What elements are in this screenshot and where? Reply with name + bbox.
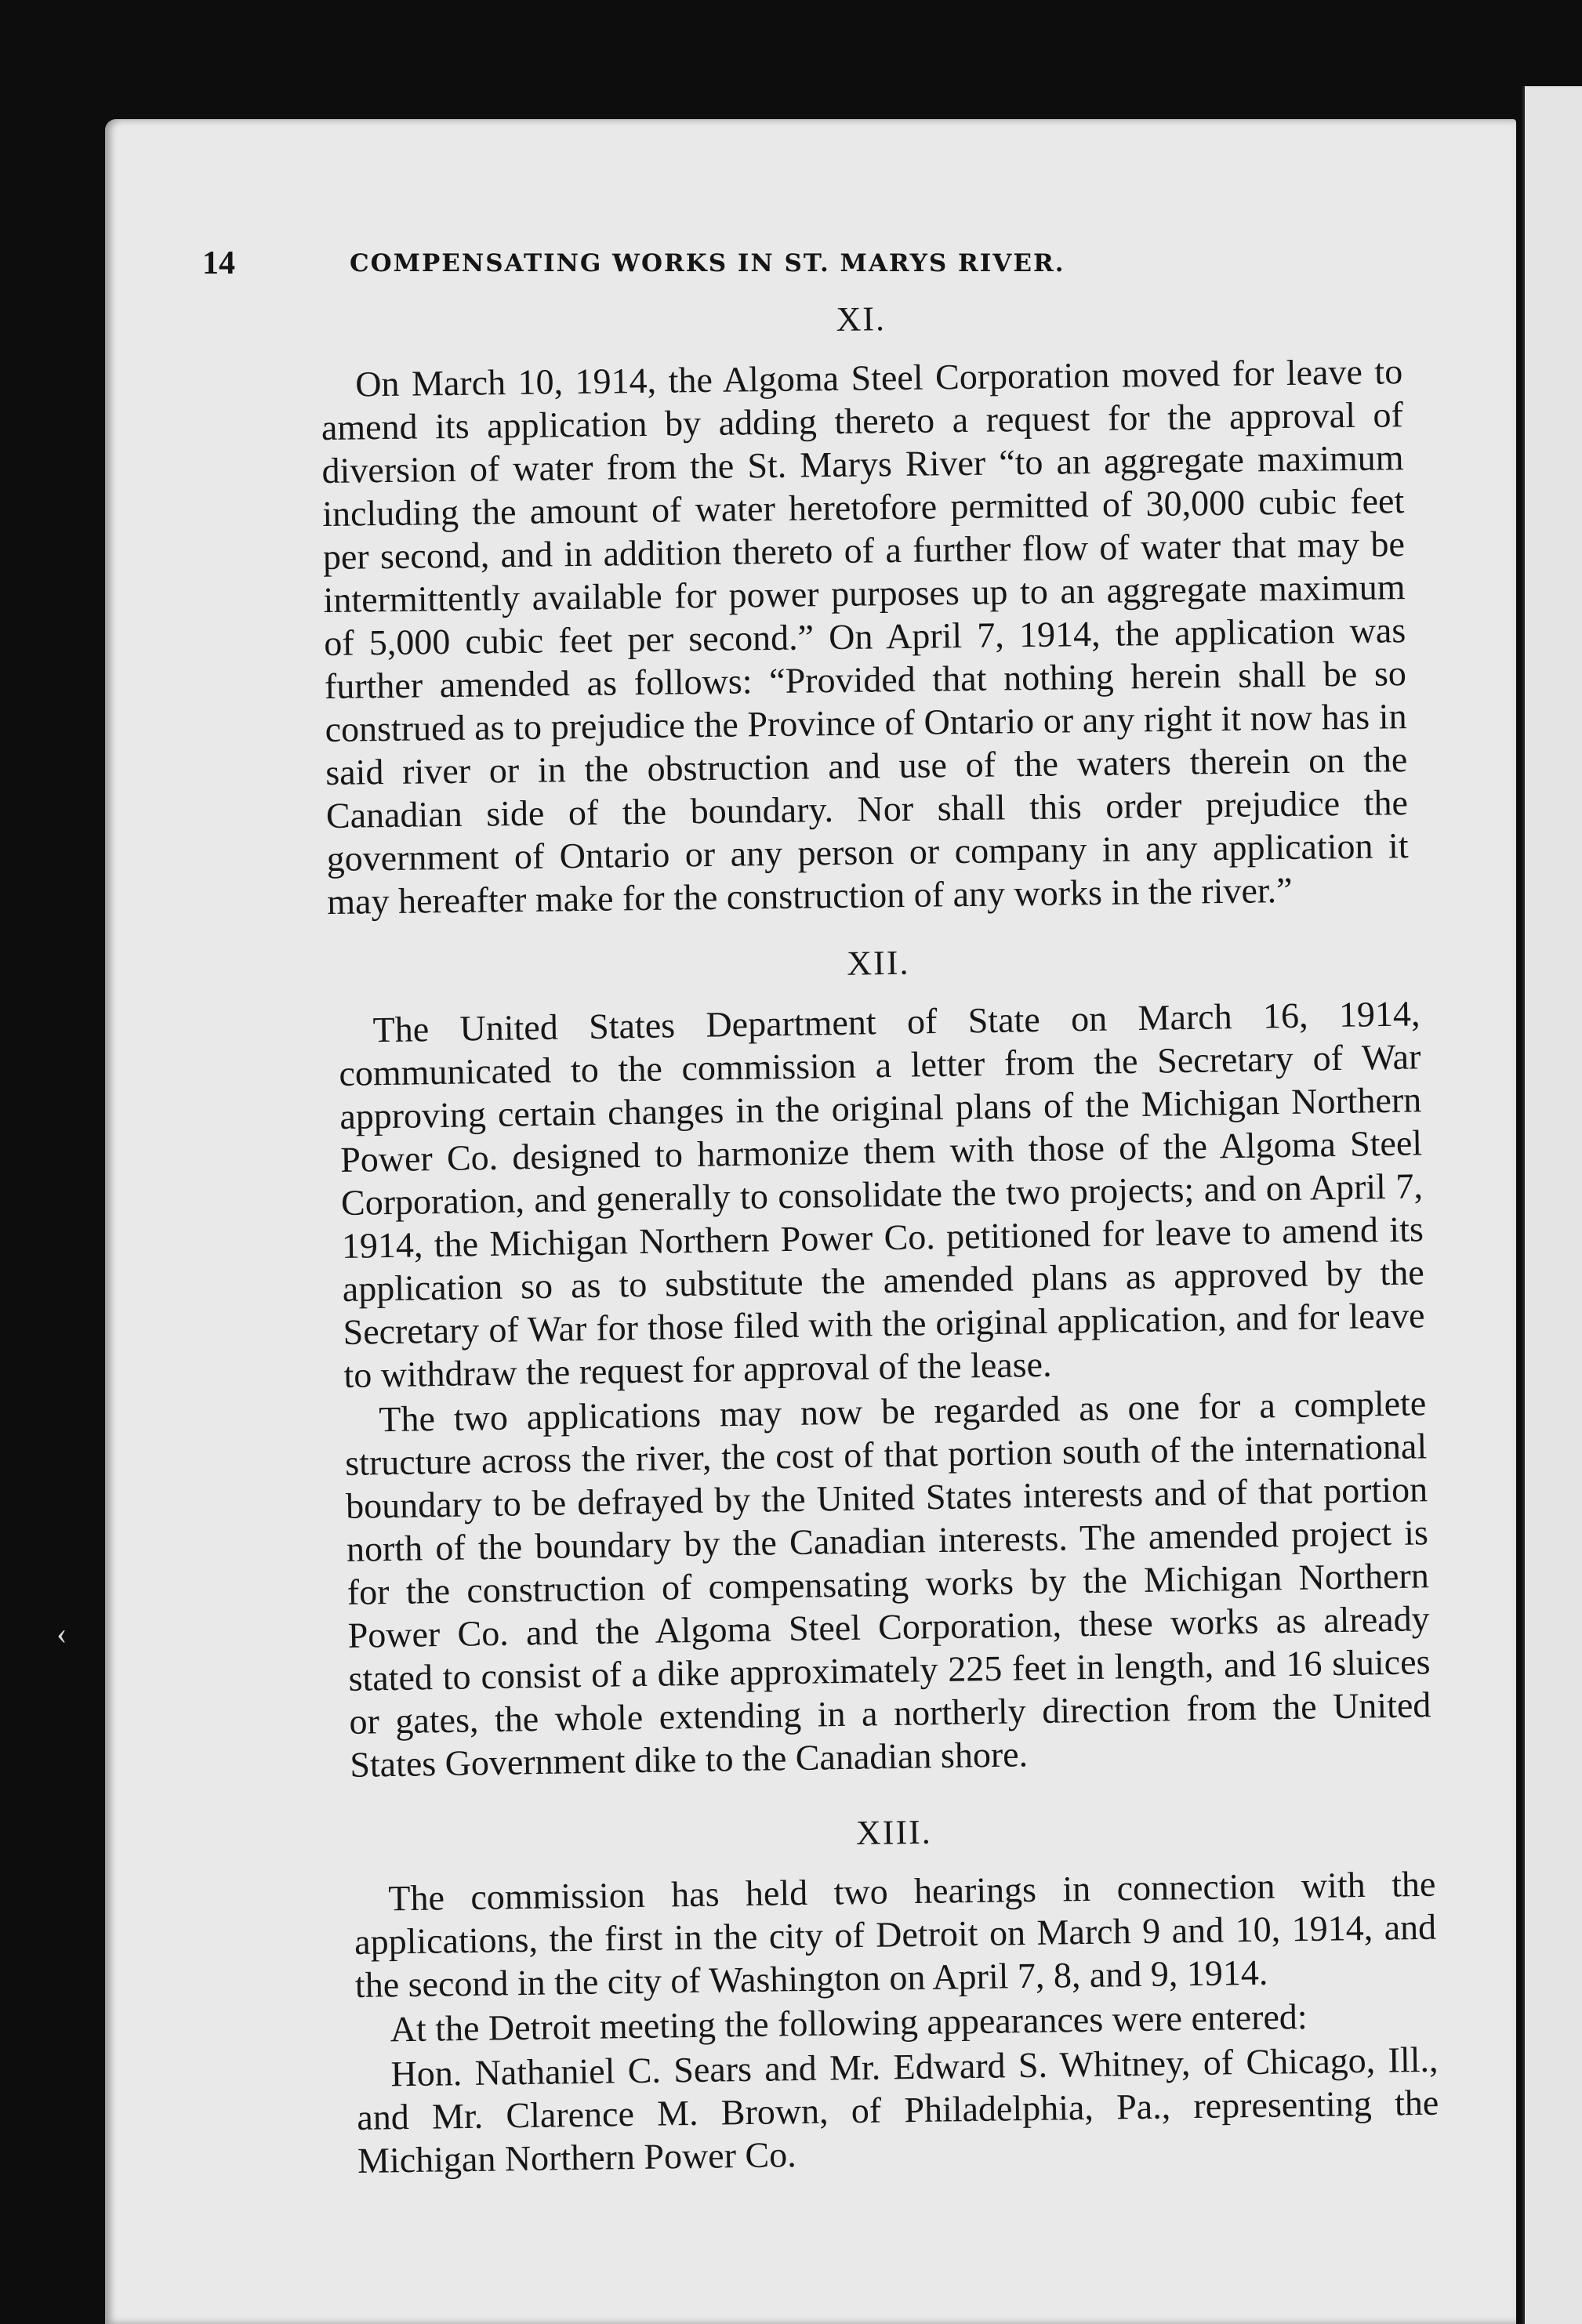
running-title: COMPENSATING WORKS IN ST. MARYS RIVER.: [350, 249, 1065, 277]
adjacent-page-edge: [1522, 86, 1582, 2324]
section-xi: [320, 291, 1410, 923]
paragraph: Hon. Nathaniel C. Sears and Mr. Edward S. Whitney, of Chicago, Ill., and Mr. Clarence M. Brown, of Philadelphia, Pa., representing the Michigan Northern Power Co.: [356, 2039, 1439, 2181]
paragraph: The two applications may now be regarded as one for a complete structure across the river, the cost of that portion south of the international boundary to be defrayed by the United States interests and of that portion north of the boundary by the Canadian interests. The amended project is for the construction of compensating works by the Michigan Northern Power Co. and the Algoma Steel Corporation, these works as already stated to consist of a dike approximately 225 feet in length, and 16 sluices or gates, the whole extending in a northerly direction from the United States Government dike to the Canadian shore.: [344, 1383, 1431, 1785]
paragraph: The United States Department of State on March 16, 1914, communicated to the commission a letter from the Secretary of War approving certain changes in the original plans of the Michigan Northern Power Co. designed to harmonize them with those of the Algoma Steel Corporation, and generally to consolidate the two projects; and on April 7, 1914, the Michigan Northern Power Co. petitioned for leave to amend its application so as to substitute the amended plans as approved by the Secretary of War for those filed with the original application, and for leave to withdraw the request for approval of the lease.: [339, 993, 1425, 1395]
section-heading: XII.: [846, 943, 910, 983]
scan-artifact-mark: ‹: [56, 1615, 67, 1651]
section-xii: [337, 933, 1432, 1786]
section-heading: XIII.: [855, 1812, 933, 1853]
section-heading: XI.: [836, 299, 887, 339]
paragraph: The commission has held two hearings in connection with the applications, the first in the city of Detroit on March 9 and 10, 1914, and the second in the city of Washington on April 7, 8, and 9, 1914.: [354, 1863, 1437, 2005]
paragraph: At the Detroit meeting the following appearances were entered:: [390, 1996, 1308, 2050]
section-xiii: [353, 1804, 1439, 2182]
page-header: [202, 245, 1229, 292]
page-number: 14: [202, 245, 235, 281]
paragraph: On March 10, 1914, the Algoma Steel Corporation moved for leave to amend its application by adding thereto a request for the approval of diversion of water from the St. Marys River “to an aggregate maximum including the amount of water heretofore permitted of 30,000 cubic feet per second, and in addition thereto of a further flow of water that may be intermittently available for power purposes up to an aggregate maximum of 5,000 cubic feet per second.” On April 7, 1914, the application was further amended as follows: “Provided that nothing herein shall be so construed as to prejudice the Province of Ontario or any right it now has in said river or in the obstruction and use of the waters therein on the Canadian side of the boundary. Nor shall this order prejudice the government of Ontario or any person or company in any application it may hereafter make for the construction of any works in the river.”: [321, 351, 1409, 922]
